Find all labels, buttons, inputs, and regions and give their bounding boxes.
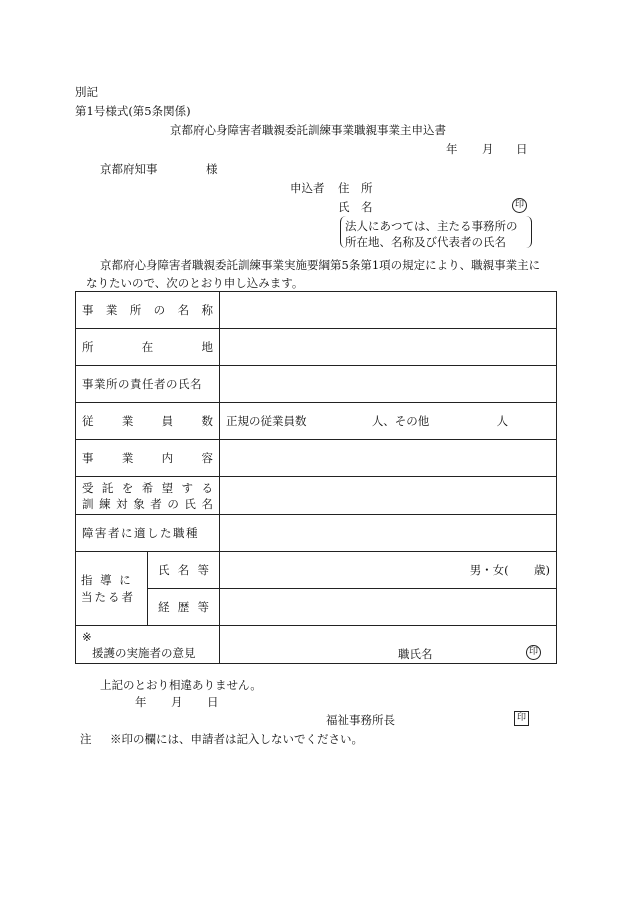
- applicant-seal: 印: [512, 198, 527, 213]
- official-seal: 印: [526, 645, 541, 660]
- employees-regular-label: 正規の従業員数: [226, 414, 307, 428]
- age-label: 歳): [534, 563, 550, 577]
- job-type-field[interactable]: [220, 515, 557, 552]
- welfare-office-head: 福祉事務所長: [326, 713, 395, 727]
- address-label: 住 所: [338, 181, 373, 195]
- date-month: 月: [482, 142, 494, 156]
- business-label: 事 業 内 容: [82, 451, 213, 465]
- office-name-label: 事 業 所 の 名 称: [82, 303, 213, 317]
- row-location: [76, 329, 557, 366]
- sex-label: 男・女(: [469, 563, 509, 577]
- form-number: 第1号様式(第5条関係): [75, 104, 191, 118]
- row-manager: [76, 366, 557, 403]
- row-job-type: [76, 515, 557, 552]
- row-business: [76, 440, 557, 477]
- instructor-label-line2: 当たる者: [81, 589, 135, 604]
- business-field[interactable]: [220, 440, 557, 477]
- location-label: 所 在 地: [82, 340, 213, 354]
- application-table: [75, 291, 557, 664]
- office-name-field[interactable]: [220, 292, 557, 329]
- name-etc-label: 氏 名 等: [158, 563, 209, 577]
- opinion-field[interactable]: [220, 626, 557, 664]
- date-year: 年: [446, 142, 458, 156]
- corporate-note-line2: 所在地、名称及び代表者の氏名: [345, 235, 506, 249]
- attachment-label: 別記: [75, 85, 98, 99]
- row-instructor-name: [76, 552, 557, 589]
- footer-day: 日: [207, 695, 219, 709]
- name-label: 氏 名: [338, 200, 373, 214]
- note-label: 注: [80, 732, 92, 746]
- addressee: 京都府知事: [100, 162, 158, 176]
- row-employees: [76, 403, 557, 440]
- employees-unit-label: 人、その他: [371, 414, 430, 428]
- intro-line1: 京都府心身障害者職親委託訓練事業実施要綱第5条第1項の規定により、職親事業主に: [100, 258, 541, 272]
- honorific: 様: [206, 162, 218, 176]
- employees-unit2-label: 人: [496, 414, 509, 428]
- footer-month: 月: [171, 695, 183, 709]
- opinion-label: 援護の実施者の意見: [92, 646, 196, 660]
- location-field[interactable]: [220, 329, 557, 366]
- trainee-field[interactable]: [220, 477, 557, 515]
- applicant-label: 申込者: [290, 181, 325, 195]
- career-field[interactable]: [220, 589, 557, 626]
- row-office-name: [76, 292, 557, 329]
- welfare-office-seal: 印: [514, 711, 529, 726]
- reserved-mark: ※: [82, 630, 92, 644]
- instructor-name-field[interactable]: [220, 552, 557, 589]
- intro-line2: なりたいので、次のとおり申し込みます。: [86, 276, 304, 290]
- manager-label: 事業所の責任者の氏名: [76, 366, 220, 403]
- instructor-label-line1: 指 導 に: [81, 572, 133, 587]
- career-label: 経 歴 等: [158, 600, 209, 614]
- manager-field[interactable]: [220, 366, 557, 403]
- note-text: ※印の欄には、申請者は記入しないでください。: [110, 732, 363, 746]
- official-name-label: 職氏名: [398, 647, 433, 661]
- row-trainee: [76, 477, 557, 515]
- job-type-label: 障害者に適した職種: [76, 515, 220, 552]
- employees-label: 従 業 員 数: [82, 414, 213, 428]
- trainee-label-line2: 訓 練 対 象 者 の 氏 名: [82, 496, 213, 511]
- document-title: 京都府心身障害者職親委託訓練事業職親事業主申込書: [170, 123, 446, 137]
- row-opinion: [76, 626, 557, 664]
- trainee-label-line1: 受 託 を 希 望 す る: [82, 480, 213, 495]
- footer-year: 年: [135, 695, 147, 709]
- employees-field[interactable]: [220, 403, 557, 440]
- corporate-note-line1: 法人にあつては、主たる事務所の: [345, 219, 518, 233]
- confirmation-text: 上記のとおり相違ありません。: [100, 678, 262, 692]
- row-instructor-career: [76, 589, 557, 626]
- date-day: 日: [516, 142, 528, 156]
